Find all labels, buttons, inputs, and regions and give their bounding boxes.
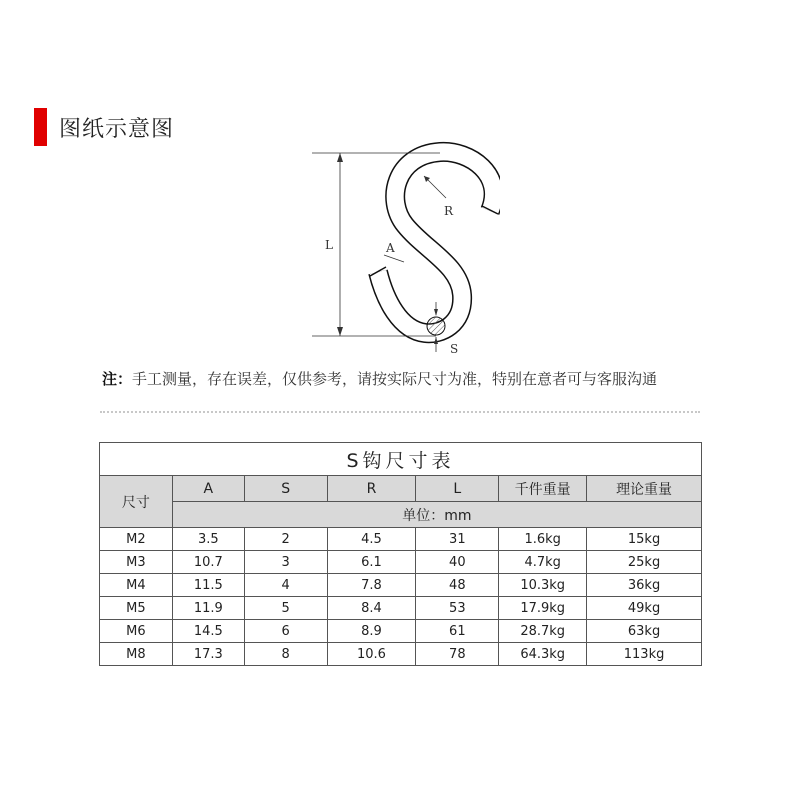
table-row: [100, 551, 702, 574]
table-cell: 4.5: [327, 528, 416, 551]
table-cell: 1.6kg: [499, 528, 587, 551]
section-title: 图纸示意图: [59, 116, 175, 142]
table-cell: 49kg: [587, 597, 702, 620]
size-header: 尺寸: [100, 476, 173, 528]
table-cell: 48: [416, 574, 499, 597]
table-caption: S钩尺寸表: [100, 443, 702, 476]
table-cell: 31: [416, 528, 499, 551]
table-cell: 28.7kg: [499, 620, 587, 643]
table-cell: 113kg: [587, 643, 702, 666]
table-cell: M2: [100, 528, 173, 551]
column-header: S: [244, 476, 327, 502]
table-cell: 63kg: [587, 620, 702, 643]
table-cell: 53: [416, 597, 499, 620]
s-hook-diagram: [300, 140, 500, 370]
table-cell: 6.1: [327, 551, 416, 574]
table-cell: 64.3kg: [499, 643, 587, 666]
table-cell: 40: [416, 551, 499, 574]
table-cell: 10.7: [172, 551, 244, 574]
column-header: 理论重量: [587, 476, 702, 502]
section-header: [34, 108, 174, 146]
table-row: [100, 643, 702, 666]
table-cell: 10.6: [327, 643, 416, 666]
table-row: [100, 597, 702, 620]
table-cell: 5: [244, 597, 327, 620]
size-table: [99, 442, 702, 666]
table-row: [100, 620, 702, 643]
table-cell: 11.5: [172, 574, 244, 597]
table-cell: 8.9: [327, 620, 416, 643]
table-cell: 3: [244, 551, 327, 574]
table-row: [100, 528, 702, 551]
column-header: A: [172, 476, 244, 502]
column-header: L: [416, 476, 499, 502]
table-cell: M3: [100, 551, 173, 574]
table-cell: 8: [244, 643, 327, 666]
table-cell: 10.3kg: [499, 574, 587, 597]
accent-bar: [34, 108, 47, 146]
table-cell: 3.5: [172, 528, 244, 551]
table-cell: 11.9: [172, 597, 244, 620]
table-cell: 6: [244, 620, 327, 643]
table-cell: M4: [100, 574, 173, 597]
note-text: 手工测量，存在误差，仅供参考，请按实际尺寸为准，特别在意者可与客服沟通: [132, 370, 658, 388]
note-label: 注：: [102, 370, 133, 388]
table-cell: 36kg: [587, 574, 702, 597]
table-cell: 17.3: [172, 643, 244, 666]
table-cell: M8: [100, 643, 173, 666]
unit-label: 单位：mm: [172, 502, 701, 528]
label-r: R: [444, 204, 454, 218]
table-cell: 78: [416, 643, 499, 666]
table-cell: M5: [100, 597, 173, 620]
table-cell: 61: [416, 620, 499, 643]
cross-section-circle: [427, 317, 445, 335]
measurement-note: [102, 368, 657, 389]
table-cell: 4.7kg: [499, 551, 587, 574]
column-header: R: [327, 476, 416, 502]
table-cell: 7.8: [327, 574, 416, 597]
table-row: [100, 574, 702, 597]
column-header: 千件重量: [499, 476, 587, 502]
label-a: A: [386, 241, 395, 255]
table-cell: 8.4: [327, 597, 416, 620]
table-cell: 2: [244, 528, 327, 551]
table-cell: 17.9kg: [499, 597, 587, 620]
table-cell: M6: [100, 620, 173, 643]
table-cell: 15kg: [587, 528, 702, 551]
table-cell: 14.5: [172, 620, 244, 643]
label-l: L: [325, 238, 333, 252]
table-cell: 4: [244, 574, 327, 597]
label-s: S: [450, 342, 459, 356]
divider: [100, 411, 700, 413]
table-cell: 25kg: [587, 551, 702, 574]
